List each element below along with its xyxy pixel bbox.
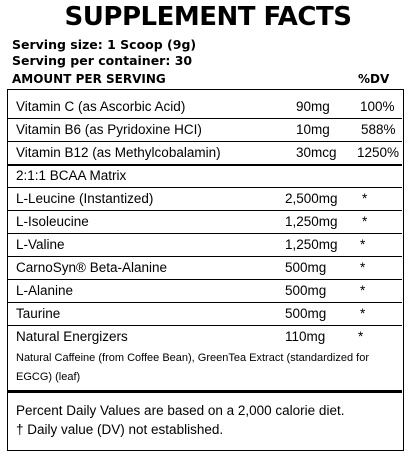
table-row bbox=[8, 326, 402, 348]
ingredient-amount: 2,500mg bbox=[285, 191, 338, 206]
serving-size: Serving size: 1 Scoop (9g) bbox=[12, 37, 197, 52]
ingredient-dv: 1250% bbox=[357, 145, 400, 160]
dv-header: %DV bbox=[358, 72, 390, 86]
ingredient-dv: * bbox=[360, 306, 366, 321]
ingredient-name: Taurine bbox=[16, 306, 61, 321]
blend-title-row bbox=[8, 165, 402, 188]
energizer-note-line: Natural Caffeine (from Coffee Bean), GreenTea Extract (standardized for bbox=[16, 352, 369, 364]
ingredient-dv: * bbox=[362, 214, 368, 229]
table-row bbox=[8, 211, 402, 234]
blend-title: 2:1:1 BCAA Matrix bbox=[16, 168, 127, 183]
amount-header: AMOUNT PER SERVING bbox=[12, 72, 166, 86]
footer-note: † Daily value (DV) not established. bbox=[16, 422, 224, 437]
ingredient-amount: 500mg bbox=[285, 283, 327, 298]
ingredient-dv: * bbox=[360, 260, 366, 275]
ingredient-dv: * bbox=[360, 283, 366, 298]
ingredient-name: L-Alanine bbox=[16, 283, 74, 298]
facts-table bbox=[7, 89, 404, 451]
ingredient-name: Vitamin C (as Ascorbic Acid) bbox=[16, 99, 186, 114]
ingredient-name: Natural Energizers bbox=[16, 329, 128, 344]
energizer-note bbox=[8, 348, 402, 393]
ingredient-dv: 100% bbox=[360, 99, 395, 114]
ingredient-amount: 110mg bbox=[285, 329, 326, 344]
ingredient-name: Vitamin B6 (as Pyridoxine HCI) bbox=[16, 122, 202, 137]
table-row bbox=[8, 96, 402, 119]
ingredient-amount: 500mg bbox=[285, 260, 327, 275]
ingredient-amount: 10mg bbox=[296, 122, 330, 137]
table-row bbox=[8, 257, 402, 280]
ingredient-dv: * bbox=[360, 237, 366, 252]
ingredient-dv: * bbox=[358, 329, 364, 344]
table-row bbox=[8, 188, 402, 211]
footer-note: Percent Daily Values are based on a 2,000 calorie diet. bbox=[16, 403, 345, 418]
panel-title: SUPPLEMENT FACTS bbox=[64, 2, 352, 32]
ingredient-amount: 500mg bbox=[285, 306, 327, 321]
ingredient-name: Vitamin B12 (as Methylcobalamin) bbox=[16, 145, 221, 160]
ingredient-name: CarnoSyn® Beta-Alanine bbox=[16, 260, 168, 275]
table-row bbox=[8, 303, 402, 326]
ingredient-name: L-Valine bbox=[16, 237, 65, 252]
table-row bbox=[8, 142, 402, 166]
ingredient-amount: 30mcg bbox=[296, 145, 337, 160]
energizer-note-line: EGCG) (leaf) bbox=[16, 371, 81, 383]
ingredient-amount: 90mg bbox=[296, 99, 330, 114]
ingredient-dv: * bbox=[362, 191, 368, 206]
table-row bbox=[8, 280, 402, 303]
servings-per-container: Serving per container: 30 bbox=[12, 53, 193, 68]
ingredient-amount: 1,250mg bbox=[285, 214, 338, 229]
table-row bbox=[8, 234, 402, 257]
ingredient-dv: 588% bbox=[361, 122, 396, 137]
ingredient-name: L-Leucine (Instantized) bbox=[16, 191, 154, 206]
ingredient-amount: 1,250mg bbox=[285, 237, 338, 252]
table-row bbox=[8, 119, 402, 142]
ingredient-name: L-Isoleucine bbox=[16, 214, 89, 229]
